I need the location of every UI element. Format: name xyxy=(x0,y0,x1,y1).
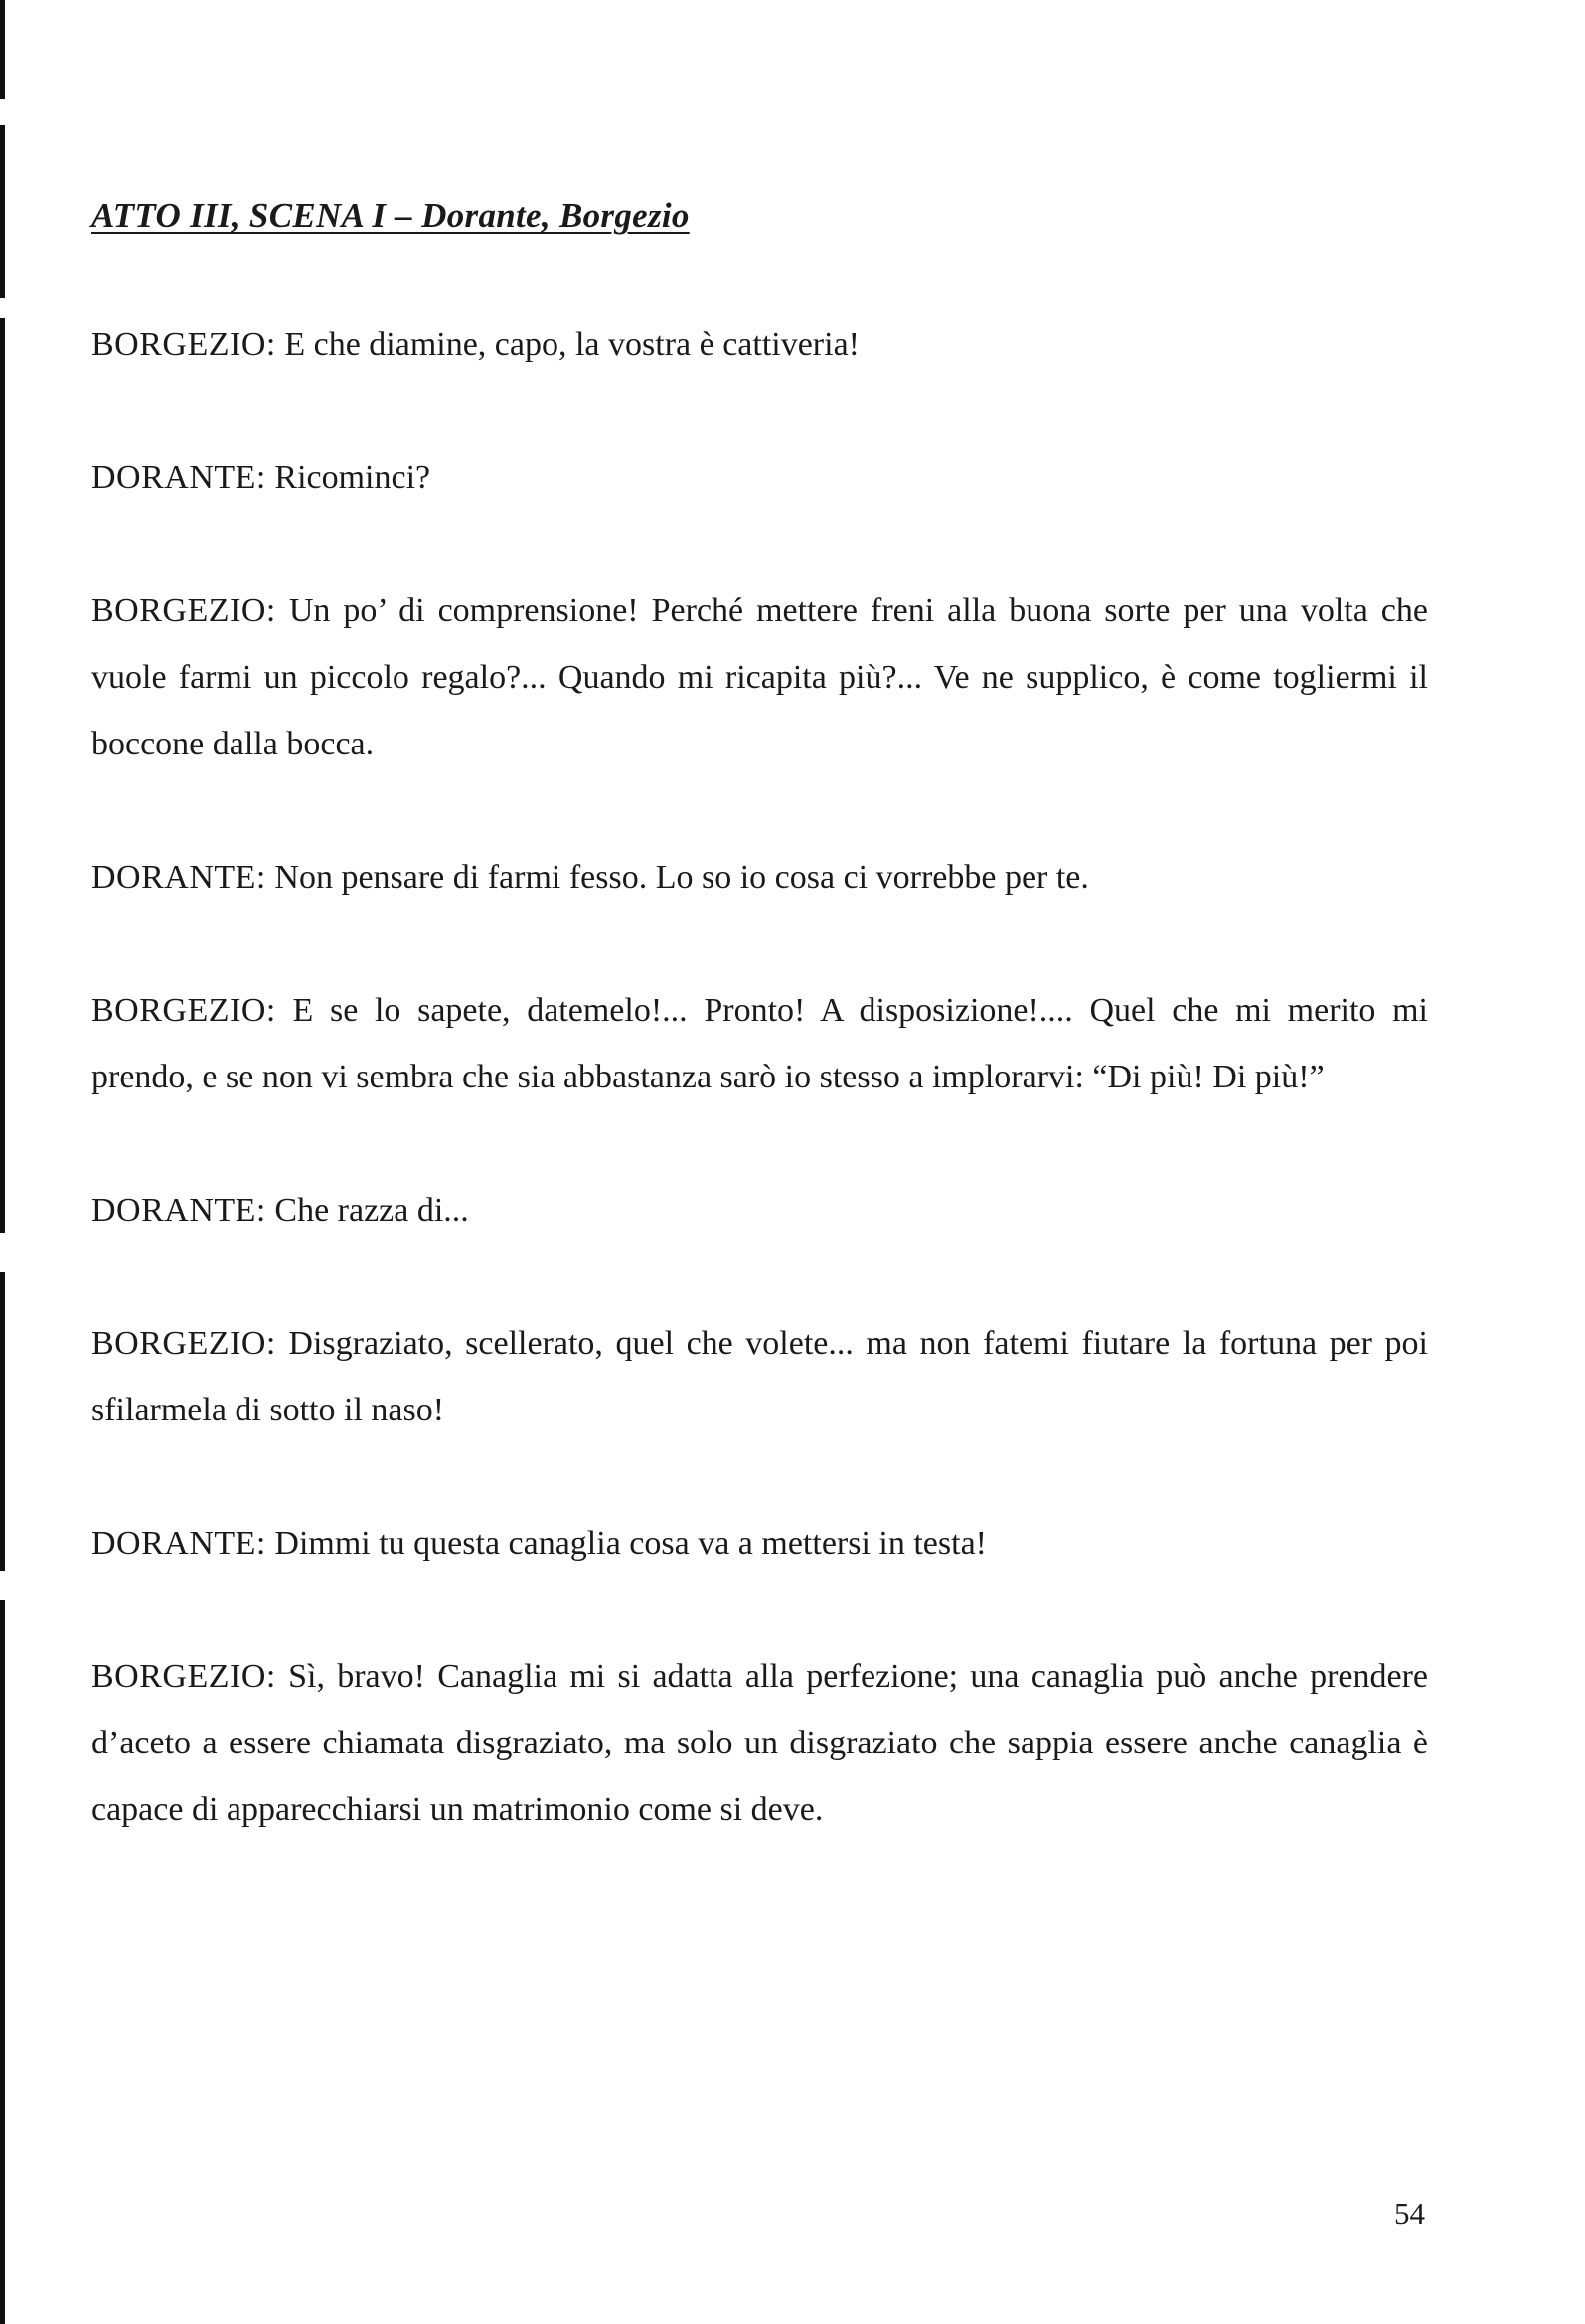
dialogue-line xyxy=(91,1177,1428,1244)
dialogue-text: Che razza di... xyxy=(274,1192,469,1229)
dialogue-text: Non pensare di farmi fesso. Lo so io cosa ci vorrebbe per te. xyxy=(274,859,1089,896)
dialogue-line xyxy=(91,444,1428,511)
scene-title: ATTO III, SCENA I – Dorante, Borgezio xyxy=(91,196,690,235)
dialogue-text: Un po’ di comprensione! Perché mettere freni alla buona sorte per una volta che vuole farmi un piccolo regalo?... Quando mi ricapita più?... Ve ne supplico, è come togliermi il boccone dalla bocca. xyxy=(91,592,1428,762)
dialogue-text: Ricominci? xyxy=(274,459,431,496)
speaker-name: DORANTE: xyxy=(91,459,266,496)
document-page xyxy=(91,194,1428,1909)
dialogue-line xyxy=(91,1310,1428,1443)
speaker-name: DORANTE: xyxy=(91,1192,266,1229)
dialogue-line xyxy=(91,578,1428,777)
dialogue-line xyxy=(91,1510,1428,1577)
binding-gap xyxy=(0,99,6,125)
dialogue-line xyxy=(91,1643,1428,1843)
binding-edge xyxy=(0,0,5,2324)
dialogue-text: Sì, bravo! Canaglia mi si adatta alla perfezione; una canaglia può anche prendere d’aceto a essere chiamata disgraziato, ma solo un disgraziato che sappia essere anche canaglia è capace di apparecchiarsi un matrimonio come si deve. xyxy=(91,1658,1429,1828)
binding-gap xyxy=(0,1233,6,1272)
speaker-name: BORGEZIO: xyxy=(91,1325,276,1362)
binding-gap xyxy=(0,298,6,318)
binding-gap xyxy=(0,1571,6,1600)
speaker-name: DORANTE: xyxy=(91,859,266,896)
dialogue-text: Disgraziato, scellerato, quel che volete... ma non fatemi fiutare la fortuna per poi sfilarmela di sotto il naso! xyxy=(91,1325,1428,1428)
speaker-name: BORGEZIO: xyxy=(91,326,276,363)
page-number: 54 xyxy=(1394,2196,1425,2231)
dialogue-text: E se lo sapete, datemelo!... Pronto! A disposizione!.... Quel che mi merito mi prendo, e se non vi sembra che sia abbastanza sarò io stesso a implorarvi: “Di più! Di più!” xyxy=(91,992,1429,1095)
speaker-name: DORANTE: xyxy=(91,1525,266,1562)
dialogue-text: E che diamine, capo, la vostra è cattiveria! xyxy=(284,326,860,363)
dialogue-line xyxy=(91,311,1428,378)
dialogue-text: Dimmi tu questa canaglia cosa va a mettersi in testa! xyxy=(274,1525,987,1562)
speaker-name: BORGEZIO: xyxy=(91,992,276,1029)
dialogue-line xyxy=(91,844,1428,911)
dialogue-line xyxy=(91,977,1428,1110)
speaker-name: BORGEZIO: xyxy=(91,592,276,629)
speaker-name: BORGEZIO: xyxy=(91,1658,276,1695)
